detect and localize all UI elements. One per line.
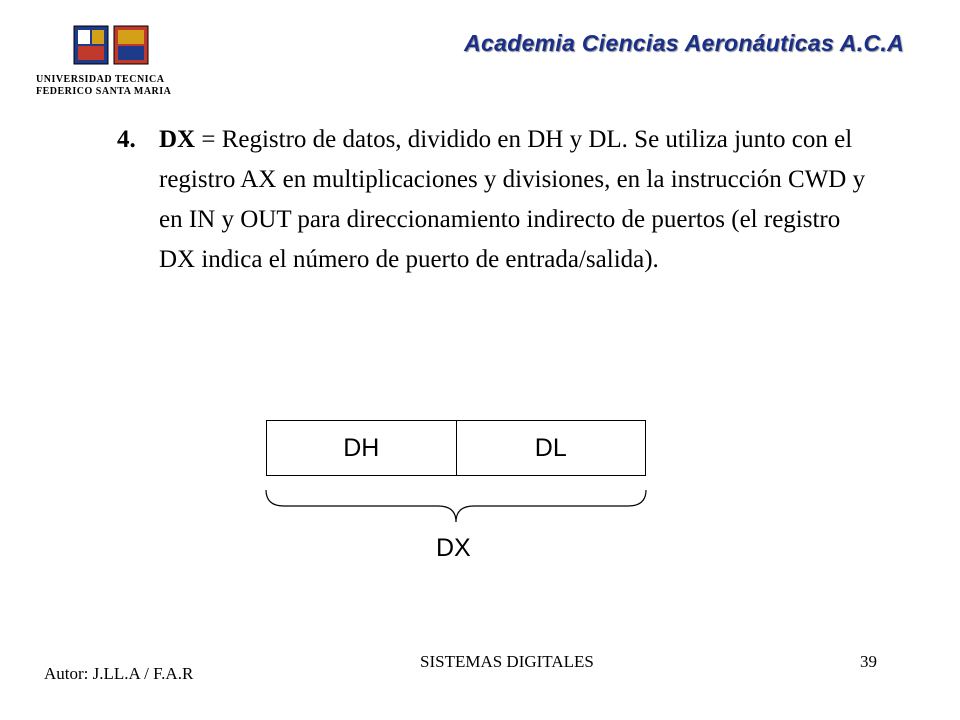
item-keyword: DX (159, 126, 196, 153)
brace-icon (262, 488, 650, 524)
item-description: = Registro de datos, dividido en DH y DL. Se utiliza junto con el registro AX en multiplicaciones y divisiones, en la instrucción CWD y en IN y OUT para direccionamiento indirecto de puertos (el registro DX indica el número de puerto de entrada/salida). (159, 126, 866, 273)
register-diagram (266, 420, 646, 476)
page-title: Academia Ciencias Aeronáuticas A.C.A (464, 30, 904, 56)
register-high-byte: DH (343, 433, 380, 462)
page-number: 39 (860, 652, 877, 671)
register-low-byte: DL (456, 421, 646, 475)
university-shield-icon (72, 24, 150, 68)
university-name-line2: FEDERICO SANTA MARIA (36, 86, 172, 97)
university-logo (36, 24, 180, 104)
university-name-line1: UNIVERSIDAD TECNICA (36, 74, 165, 85)
footer-author: Autor: J.LL.A / F.A.R (44, 664, 194, 683)
item-text (159, 120, 877, 280)
item-number: 4. (117, 126, 136, 153)
footer-course: SISTEMAS DIGITALES (420, 652, 594, 671)
list-item (117, 120, 877, 280)
university-name (36, 74, 186, 98)
register-label: DX (436, 534, 471, 562)
